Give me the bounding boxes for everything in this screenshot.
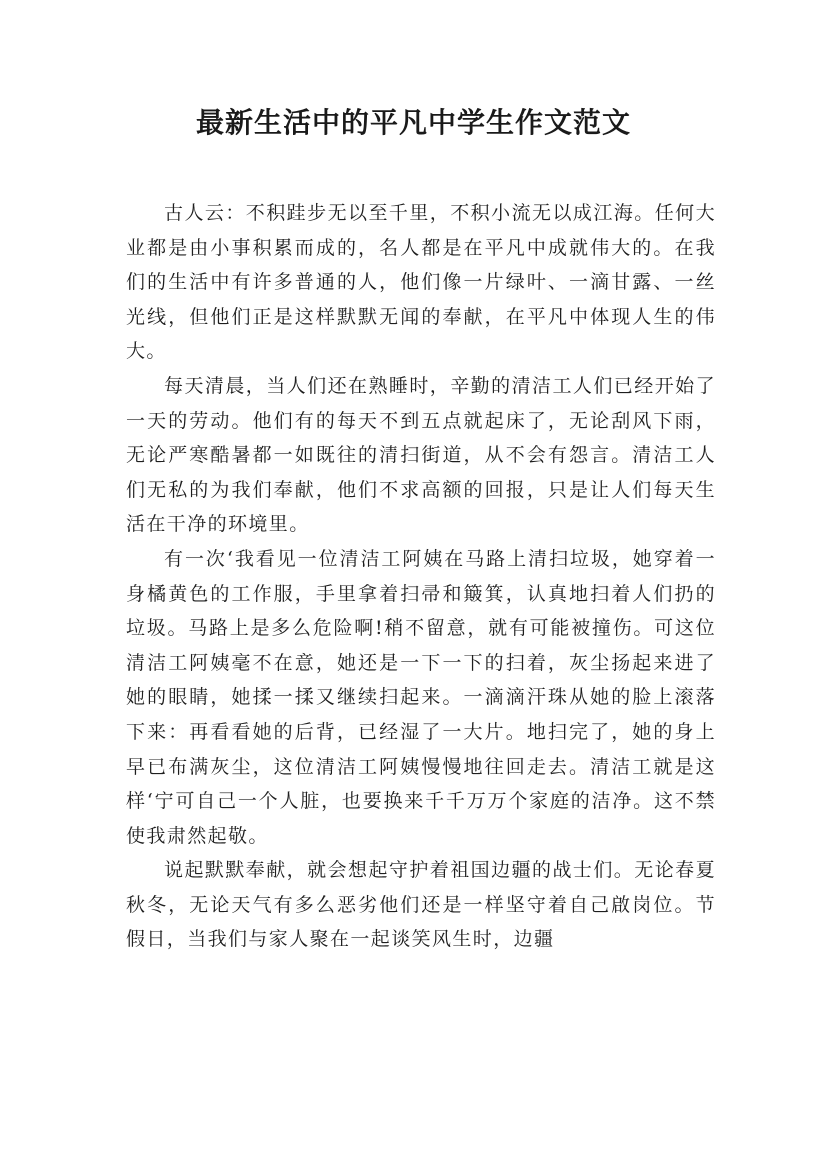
document-body: [126, 196, 716, 957]
paragraph-1: 古人云：不积跬步无以至千里，不积小流无以成江海。任何大业都是由小事积累而成的，名人都是在平凡中成就伟大的。在我们的生活中有许多普通的人，他们像一片绿叶、一滴甘露、一丝光线，但他们正是这样默默无闻的奉献，在平凡中体现人生的伟大。: [126, 202, 716, 363]
paragraph-2: 每天清晨，当人们还在熟睡时，辛勤的清洁工人们已经开始了一天的劳动。他们有的每天不到五点就起床了，无论刮风下雨，无论严寒酷暑都一如既往的清扫街道，从不会有怨言。清洁工人们无私的为我们奉献，他们不求高额的回报，只是让人们每天生活在干净的环境里。: [126, 374, 716, 536]
paragraph-4: 说起默默奉献，就会想起守护着祖国边疆的战士们。无论春夏秋冬，无论天气有多么恶劣他们还是一样坚守着自己啟岗位。节假日，当我们与家人聚在一起谈笑风生时，边疆: [126, 859, 716, 951]
paragraph-3: 有一次‘我看见一位清洁工阿姨在马路上清扫垃圾，她穿着一身橘黄色的工作服，手里拿着扫帚和簸箕，认真地扫着人们扔的垃圾。马路上是多么危险啊!稍不留意，就有可能被撞伤。可这位清洁工阿姨毫不在意，她还是一下一下的扫着，灰尘扬起来进了她的眼睛，她揉一揉又继续扫起来。一滴滴汗珠从她的脸上滚落下来：再看看她的后背，已经湿了一大片。地扫完了，她的身上早已布满灰尘，这位清洁工阿姨慢慢地往回走去。清洁工就是这样‘宁可自己一个人脏，也要换来千千万万个家庭的洁净。这不禁使我肃然起敬。: [126, 547, 716, 847]
document-title: 最新生活中的平凡中学生作文范文: [195, 106, 631, 139]
